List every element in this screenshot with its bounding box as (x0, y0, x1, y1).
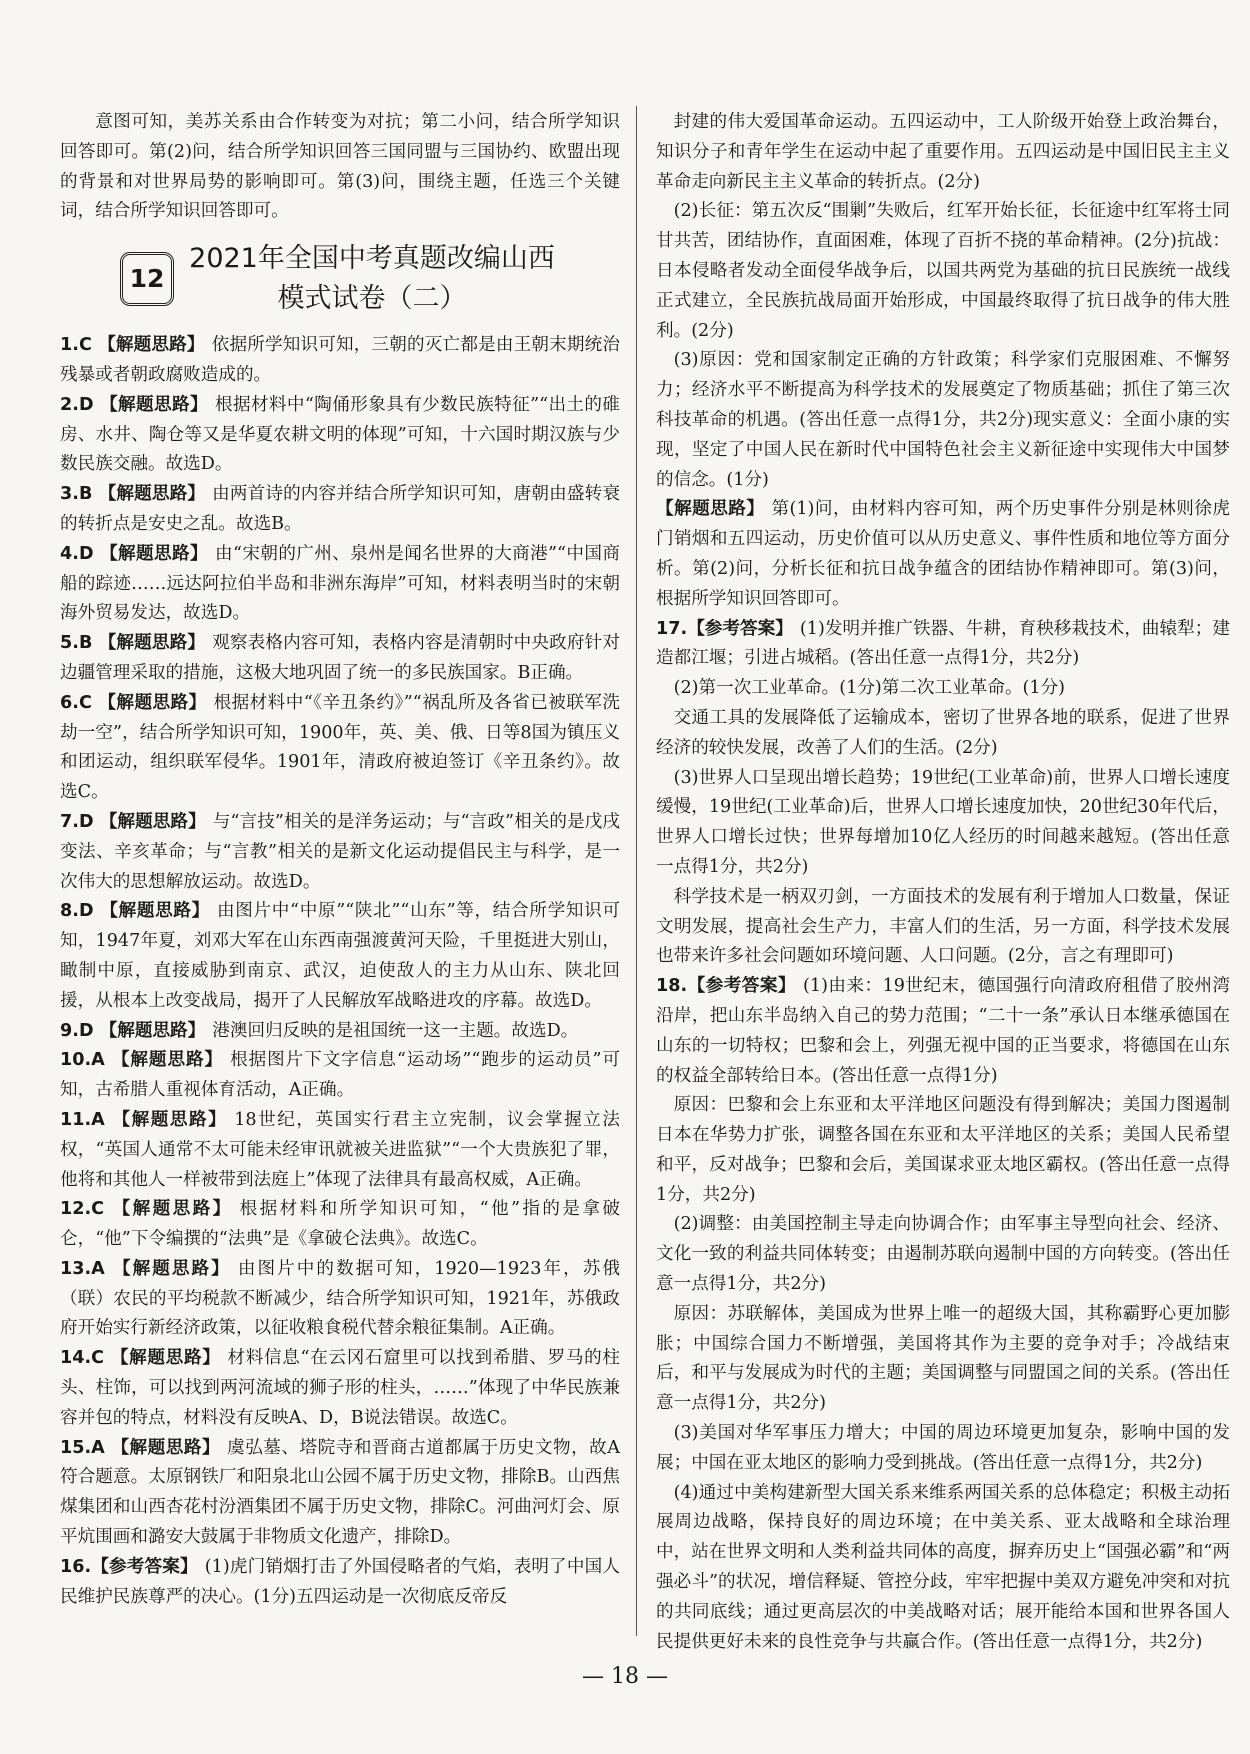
answer-text: 观察表格内容可知，表格内容是清朝时中央政府针对边疆管理采取的措施，这极大地巩固了统一的多民族国家。B正确。 (60, 633, 620, 683)
answer-tag: 【参考答案】 (687, 976, 796, 997)
answer-text: (2)第一次工业革命。(1分)第二次工业革命。(1分) (673, 678, 1066, 699)
question-number: 14. (60, 1348, 92, 1369)
answer-item (60, 1434, 620, 1553)
question-number: 5. (60, 633, 79, 654)
answer-item (60, 480, 620, 540)
question-number: 10. (60, 1050, 92, 1071)
answer-letter: C (91, 1348, 111, 1369)
answer-letter: D (78, 394, 101, 415)
answer-text: (3)世界人口呈现出增长趋势；19世纪(工业革命)前，世界人口增长速度缓慢，19世纪(工业革命)后，世界人口增长速度加快，20世纪30年代后，世界人口增长过快；世界每增加10亿人经历的时间越来越短。(答出任意一点得1分，共2分) (656, 767, 1230, 877)
answer-item (60, 897, 620, 1016)
answer-letter: C (78, 335, 99, 356)
answer-item (60, 1344, 620, 1433)
answer-item (60, 1106, 620, 1195)
answer-item (60, 540, 620, 629)
answer-item (60, 808, 620, 897)
answer-text: (2)长征：第五次反“围剿”失败后，红军开始长征，长征途中红军将士同甘共苦，团结协作，直面困难，体现了百折不挠的革命精神。(2分)抗战：日本侵略者发动全面侵华战争后，以国共两党为基础的抗日民族统一战线正式建立，全民族抗战局面开始形成，中国最终取得了抗日战争的伟大胜利。(2分) (656, 201, 1230, 341)
question-number: 3. (60, 484, 79, 505)
answer-tag: 【解题思路】 (110, 1348, 221, 1369)
answer-paragraph (656, 972, 1230, 1091)
answer-text: 18世纪，英国实行君主立宪制，议会掌握立法权，“英国人通常不太可能未经审讯就被关进监狱”“一个大贵族犯了罪，他将和其他人一样被带到法庭上”体现了法律具有最高权威，A正确。 (60, 1109, 620, 1190)
answer-text: 虞弘墓、塔院寺和晋商古道都属于历史文物，故A符合题意。太原钢铁厂和阳泉北山公园不属于历史文物，排除B。山西焦煤集团和山西杏花村汾酒集团不属于历史文物，排除C。河曲河灯会、原平炕围画和潞安大鼓属于非物质文化遗产，排除D。 (60, 1437, 620, 1548)
answer-tag: 【解题思路】 (100, 543, 208, 564)
answer-item (60, 1017, 620, 1047)
answer-text: (1)由来：19世纪末，德国强行向清政府租借了胶州湾沿岸，把山东半岛纳入自己的势力范围；“二十一条”承认日本继承德国在山东的一切特权；巴黎和会上，列强无视中国的正当要求，将德国在山东的权益全部转给日本。(答出任意一点得1分) (656, 976, 1230, 1086)
answer-item (60, 689, 620, 808)
answer-item (60, 391, 620, 480)
answer-letter: B (78, 633, 99, 654)
answer-paragraph (656, 1479, 1230, 1658)
question-number: 9. (60, 1020, 79, 1041)
question-number: 2. (60, 394, 79, 415)
answer-text: 科学技术是一柄双刃剑，一方面技术的发展有利于增加人口数量，保证文明发展，提高社会生产力，丰富人们的生活，另一方面，科学技术发展也带来许多社会问题如环境问题、人口问题。(2分，言之有理即可) (656, 886, 1230, 967)
answer-text: 根据材料和所学知识可知，“他”指的是拿破仑，“他”下令编撰的“法典”是《拿破仑法典》。故选C。 (60, 1199, 620, 1250)
answer-letter: A (91, 1258, 113, 1279)
section-header (60, 229, 620, 329)
answer-tag: 【解题思路】 (111, 1050, 224, 1071)
intro-paragraph (60, 108, 620, 227)
answer-tag: 【解题思路】 (112, 1258, 231, 1279)
answer-paragraph (656, 346, 1230, 495)
answer-letter: C (91, 1199, 113, 1220)
answer-tag: 【解题思路】 (99, 811, 206, 832)
question-number: 11. (60, 1109, 92, 1130)
answer-letter: A (91, 1437, 112, 1458)
answer-text: 由“宋朝的广州、泉州是闻名世界的大商港”“中国商船的踪迹……远达阿拉伯半岛和非洲东海岸”可知，材料表明当时的宋朝海外贸易发达，故选D。 (60, 543, 620, 624)
answer-paragraph (656, 883, 1230, 972)
answer-text: 材料信息“在云冈石窟里可以找到希腊、罗马的柱头、柱饰，可以找到两河流域的狮子形的柱头，……”体现了中华民族兼容并包的特点，材料没有反映A、D，B说法错误。故选C。 (60, 1348, 620, 1428)
answer-paragraph (656, 764, 1230, 883)
column-divider (636, 106, 637, 1636)
answer-letter: D (78, 901, 101, 922)
question-number: 15. (60, 1437, 92, 1458)
answer-text: 根据材料中“《辛丑条约》”“祸乱所及各省已被联军洗劫一空”，结合所学知识可知，1900年，英、美、俄、日等8国为镇压义和团运动，组织联军侵华。1901年，清政府被迫签订《辛丑条约》。故选C。 (60, 692, 620, 803)
answer-text: 由图片中“中原”“陕北”“山东”等，结合所学知识可知，1947年夏，刘邓大军在山东西南强渡黄河天险，千里挺进大别山，瞰制中原，直接威胁到南京、武汉，迫使敌人的主力从山东、陕北回援，从根本上改变战局，揭开了人民解放军战略进攻的序幕。故选D。 (60, 901, 620, 1011)
answer-tag: 【解题思路】 (98, 633, 206, 654)
answer-text: 根据材料中“陶俑形象具有少数民族特征”“出土的碓房、水井、陶仓等又是华夏农耕文明的体现”可知，十六国时期汉族与少数民族交融。故选D。 (60, 394, 620, 475)
section-title (184, 239, 560, 319)
answer-text: 港澳回归反映的是祖国统一这一主题。故选D。 (212, 1020, 579, 1041)
answer-tag: 【解题思路】 (111, 1437, 221, 1458)
answer-letter: D (78, 1020, 100, 1041)
answer-tag: 【参考答案】 (687, 618, 793, 639)
answer-text: (4)通过中美构建新型大国关系来维系两国关系的总体稳定；积极主动拓展周边战略，保持良好的周边环境；在中美关系、亚太战略和全球治理中，站在世界文明和人类利益共同体的高度，摒弃历史上“国强必霸”和“两强必斗”的状况，增信释疑、管控分歧，牢牢把握中美双方避免冲突和对抗的共同底线；通过更高层次的中美战略对话；展开能给本国和世界各国人民提供更好未来的良性竞争与共赢合作。(答出任意一点得1分，共2分) (656, 1482, 1230, 1652)
answer-item (60, 1553, 620, 1613)
right-column (656, 108, 1230, 1657)
answer-tag: 【参考答案】 (91, 1556, 198, 1577)
section-title-line1: 2021年全国中考真题改编山西 (189, 243, 555, 275)
answer-item (60, 629, 620, 689)
question-number: 12. (60, 1199, 92, 1220)
answer-text: (1)虎门销烟打击了外国侵略者的气焰，表明了中国人民维护民族尊严的决心。(1分)五四运动是一次彻底反帝反 (60, 1556, 620, 1607)
answer-text: (3)原因：党和国家制定正确的方针政策；科学家们克服困难、不懈努力；经济水平不断提高为科学技术的发展奠定了物质基础；抓住了第三次科技革命的机遇。(答出任意一点得1分，共2分)现实意义：全面小康的实现，坚定了中国人民在新时代中国特色社会主义新征途中实现伟大中国梦的信念。(1分) (656, 350, 1230, 490)
answer-tag: 【解题思路】 (112, 1109, 228, 1130)
answer-letter: B (78, 484, 99, 505)
answer-paragraph (656, 1419, 1230, 1479)
answer-tag: 【解题思路】 (100, 394, 208, 415)
answer-paragraph (656, 674, 1230, 704)
question-number: 6. (60, 692, 79, 713)
section-number-badge: 12 (120, 252, 174, 306)
answer-paragraph (656, 615, 1230, 675)
answer-tag: 【解题思路】 (98, 692, 207, 713)
answer-tag: 【解题思路】 (99, 1020, 206, 1041)
question-number: 16. (60, 1556, 92, 1577)
answer-text: 由图片中的数据可知，1920—1923年，苏俄（联）农民的平均税款不断减少，结合所学知识可知，1921年，苏俄政府开始实行新经济政策，以征收粮食税代替余粮征集制。A正确。 (60, 1258, 620, 1339)
left-column (60, 108, 620, 1612)
answer-letter: A (91, 1050, 112, 1071)
answer-paragraph (656, 197, 1230, 346)
answer-paragraph (656, 1210, 1230, 1299)
answer-letter: A (91, 1109, 113, 1130)
answer-tag: 【解题思路】 (100, 901, 210, 922)
answer-tag: 【解题思路】 (98, 484, 206, 505)
answer-item (60, 331, 620, 391)
answer-letter: D (78, 811, 100, 832)
answer-list-right (656, 108, 1230, 1657)
answer-tag: 【解题思路】 (98, 335, 205, 356)
question-number: 4. (60, 543, 79, 564)
answer-tag: 【解题思路】 (656, 499, 765, 520)
answer-text: 与“言技”相关的是洋务运动；与“言政”相关的是戊戌变法、辛亥革命；与“言教”相关的是新文化运动提倡民主与科学，是一次伟大的思想解放运动。故选D。 (60, 811, 620, 892)
answer-letter: C (78, 692, 99, 713)
answer-text: 第(1)问，由材料内容可知，两个历史事件分别是林则徐虎门销烟和五四运动，历史价值可以从历史意义、事件性质和地位等方面分析。第(2)问，分析长征和抗日战争蕴含的团结协作精神即可。第(3)问，根据所学知识回答即可。 (656, 499, 1230, 609)
answer-paragraph (656, 1300, 1230, 1419)
answer-text: 依据所学知识可知，三朝的灭亡都是由王朝末期统治残暴或者朝政腐败造成的。 (60, 335, 620, 385)
answer-item (60, 1046, 620, 1106)
answer-text: 交通工具的发展降低了运输成本，密切了世界各地的联系，促进了世界经济的较快发展，改善了人们的生活。(2分) (656, 707, 1230, 758)
answer-item (60, 1255, 620, 1344)
answer-text: 封建的伟大爱国革命运动。五四运动中，工人阶级开始登上政治舞台，知识分子和青年学生在运动中起了重要作用。五四运动是中国旧民主主义革命走向新民主主义革命的转折点。(2分) (656, 112, 1230, 192)
answer-text: 原因：巴黎和会上东亚和太平洋地区问题没有得到解决；美国力图遏制日本在华势力扩张，调整各国在东亚和太平洋地区的关系；美国人民希望和平，反对战争；巴黎和会后，美国谋求亚太地区霸权。(答出任意一点得1分，共2分) (656, 1095, 1230, 1205)
question-number: 1. (60, 335, 79, 356)
section-title-line2: 模式试卷（二） (277, 283, 467, 315)
answer-paragraph (656, 1091, 1230, 1210)
answer-paragraph (656, 108, 1230, 197)
answer-paragraph (656, 495, 1230, 614)
question-number: 18. (656, 976, 688, 997)
answer-letter: D (78, 543, 101, 564)
answer-text: (2)调整：由美国控制主导走向协调合作；由军事主导型向社会、经济、文化一致的利益共同体转变；由遏制苏联向遏制中国的方向转变。(答出任意一点得1分，共2分) (656, 1214, 1230, 1295)
question-number: 17. (656, 618, 688, 639)
answer-paragraph (656, 704, 1230, 764)
question-number: 8. (60, 901, 79, 922)
question-number: 13. (60, 1258, 92, 1279)
answer-text: 根据图片下文字信息“运动场”“跑步的运动员”可知，古希腊人重视体育活动，A正确。 (60, 1050, 620, 1101)
answer-text: (1)发明并推广铁器、牛耕，育秧移栽技术，曲辕犁；建造都江堰；引进占城稻。(答出任意一点得1分，共2分) (656, 618, 1230, 669)
answer-text: (3)美国对华军事压力增大；中国的周边环境更加复杂，影响中国的发展；中国在亚太地区的影响力受到挑战。(答出任意一点得1分，共2分) (656, 1423, 1230, 1473)
answer-text: 原因：苏联解体，美国成为世界上唯一的超级大国，其称霸野心更加膨胀；中国综合国力不断增强，美国将其作为主要的竞争对手；冷战结束后，和平与发展成为时代的主题；美国调整与同盟国之间的关系。(答出任意一点得1分，共2分) (656, 1303, 1230, 1414)
intro-text: 意图可知，美苏关系由合作转变为对抗；第二小问，结合所学知识回答即可。第(2)问，结合所学知识回答三国同盟与三国协约、欧盟出现的背景和对世界局势的影响即可。第(3)问，围绕主题，任选三个关键词，结合所学知识回答即可。 (60, 112, 620, 222)
answer-item (60, 1195, 620, 1255)
answer-list-left (60, 331, 620, 1612)
answer-text: 由两首诗的内容并结合所学知识可知，唐朝由盛转衰的转折点是安史之乱。故选B。 (60, 484, 620, 534)
answer-tag: 【解题思路】 (112, 1199, 233, 1220)
question-number: 7. (60, 811, 79, 832)
page-number: — 18 — (582, 1664, 668, 1689)
